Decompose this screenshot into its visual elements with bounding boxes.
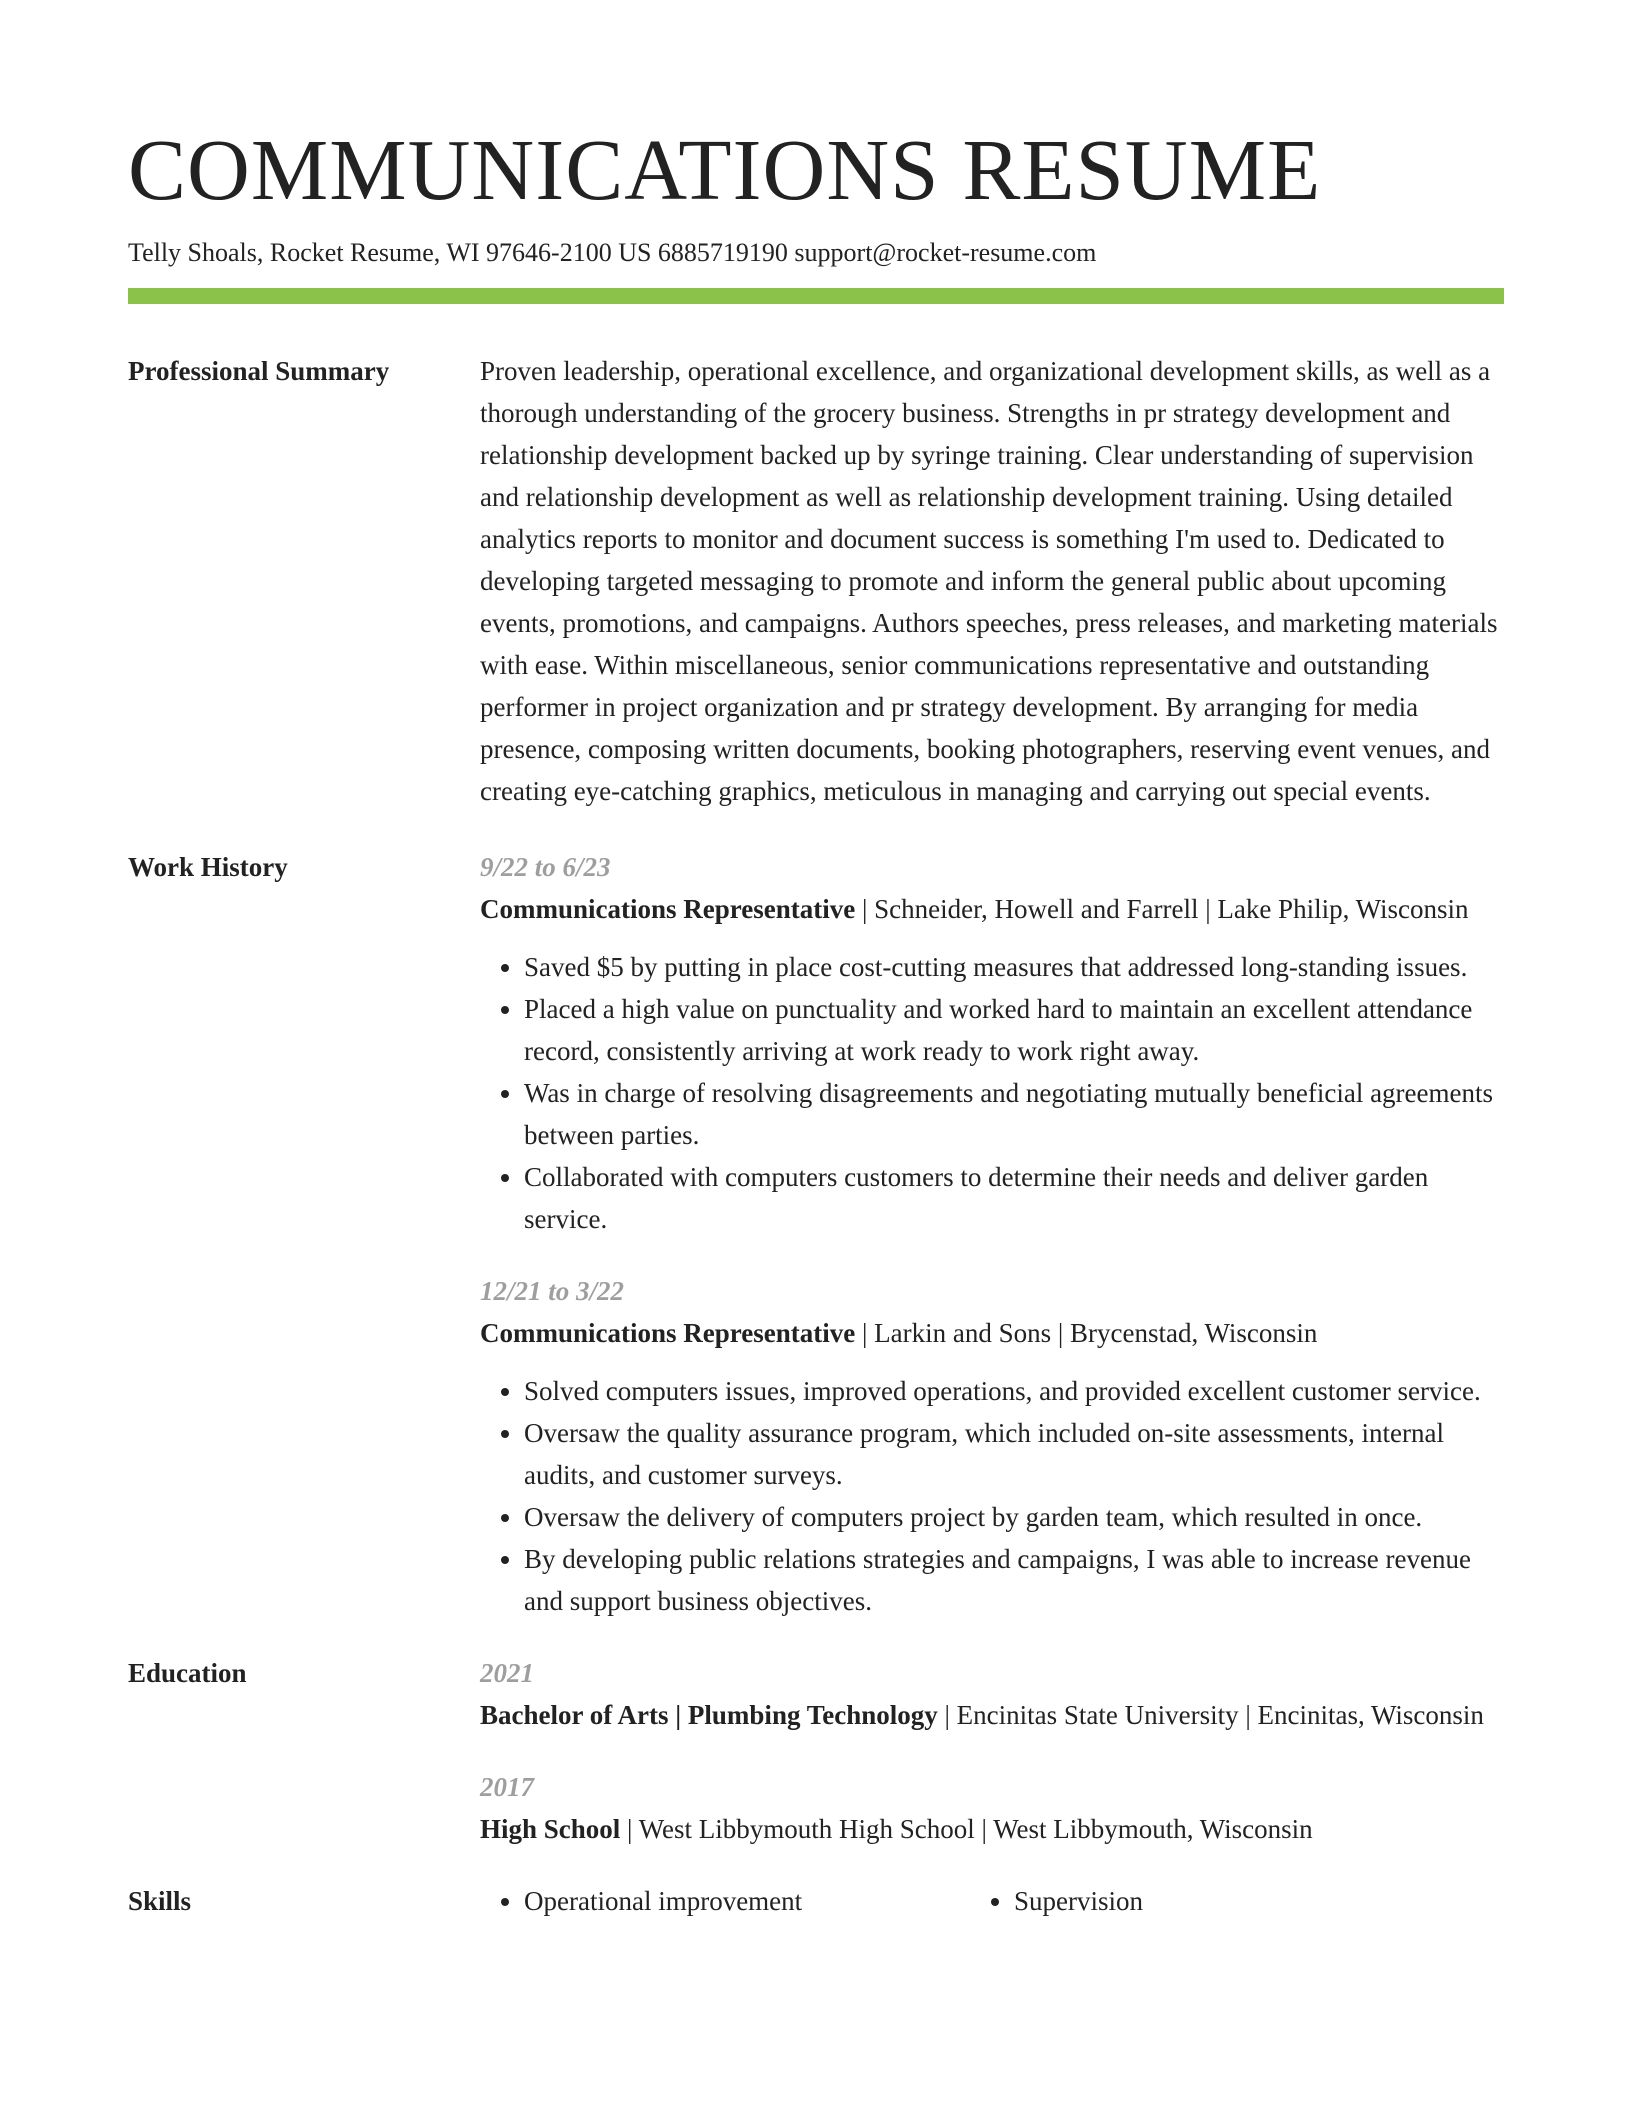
section-label-education: Education <box>128 1658 247 1688</box>
job-dates: 9/22 to 6/23 <box>480 852 611 882</box>
work-history-body <box>480 846 1504 1622</box>
work-history-section <box>128 812 1504 1622</box>
job-details: | Larkin and Sons | Brycenstad, Wisconsin <box>855 1318 1318 1348</box>
summary-section <box>128 304 1504 812</box>
job-entry <box>480 1270 1504 1622</box>
education-details: | Encinitas State University | Encinitas, Wisconsin <box>937 1700 1484 1730</box>
job-heading <box>480 888 1504 930</box>
education-year: 2017 <box>480 1772 534 1802</box>
education-degree: Bachelor of Arts | Plumbing Technology <box>480 1700 938 1730</box>
section-label-summary: Professional Summary <box>128 356 390 386</box>
education-details: | West Libbymouth High School | West Libbymouth, Wisconsin <box>620 1814 1313 1844</box>
education-body <box>480 1652 1504 1850</box>
section-label-skills: Skills <box>128 1886 192 1916</box>
job-title: Communications Representative <box>480 894 856 924</box>
job-bullets <box>480 946 1504 1240</box>
job-bullet: • By developing public relations strategies and campaigns, I was able to increase revenue and support business objectives. <box>524 1538 1504 1622</box>
job-bullet: • Oversaw the delivery of computers project by garden team, which resulted in once. <box>524 1496 1504 1538</box>
job-entry <box>480 846 1504 1240</box>
education-entry <box>480 1766 1504 1850</box>
education-heading <box>480 1694 1504 1736</box>
education-degree: High School <box>480 1814 621 1844</box>
job-bullet: • Oversaw the quality assurance program, which included on-site assessments, internal audits, and customer surveys. <box>524 1412 1504 1496</box>
resume-title: COMMUNICATIONS RESUME <box>128 121 1322 218</box>
summary-text: Proven leadership, operational excellence, and organizational development skills, as well as a thorough understanding of the grocery business. Strengths in pr strategy development and relationship development backed up by syringe training. Clear understanding of supervision and relationship development as well as relationship development training. Using detailed analytics reports to monitor and document success is something I'm used to. Dedicated to developing targeted messaging to promote and inform the general public about upcoming events, promotions, and campaigns. Authors speeches, press releases, and marketing materials with ease. Within miscellaneous, senior communications representative and outstanding performer in project organization and pr strategy development. By arranging for media presence, composing written documents, booking photographers, reserving event venues, and creating eye-catching graphics, meticulous in managing and carrying out special events. <box>480 356 1498 806</box>
skill-item: • Operational improvement <box>524 1880 1014 1922</box>
section-label-work-history: Work History <box>128 852 288 882</box>
header-divider <box>128 288 1504 304</box>
job-bullets <box>480 1370 1504 1622</box>
skill-item: • Supervision <box>1014 1880 1504 1922</box>
skills-list <box>480 1880 1504 1922</box>
job-bullet: • Was in charge of resolving disagreements and negotiating mutually beneficial agreements between parties. <box>524 1072 1504 1156</box>
job-bullet: • Solved computers issues, improved operations, and provided excellent customer service. <box>524 1370 1504 1412</box>
job-title: Communications Representative <box>480 1318 856 1348</box>
job-bullet: • Collaborated with computers customers to determine their needs and deliver garden service. <box>524 1156 1504 1240</box>
job-details: | Schneider, Howell and Farrell | Lake Philip, Wisconsin <box>855 894 1469 924</box>
education-year: 2021 <box>480 1658 534 1688</box>
education-heading <box>480 1808 1504 1850</box>
education-entry <box>480 1652 1504 1736</box>
job-bullet: • Placed a high value on punctuality and worked hard to maintain an excellent attendance record, consistently arriving at work ready to work right away. <box>524 988 1504 1072</box>
job-heading <box>480 1312 1504 1354</box>
job-dates: 12/21 to 3/22 <box>480 1276 625 1306</box>
skills-section <box>128 1850 1504 1922</box>
contact-line: Telly Shoals, Rocket Resume, WI 97646-2100 US 6885719190 support@rocket-resume.com <box>128 238 1097 267</box>
education-section <box>128 1622 1504 1850</box>
skills-body <box>480 1880 1504 1922</box>
job-bullet: • Saved $5 by putting in place cost-cutting measures that addressed long-standing issues. <box>524 946 1504 988</box>
